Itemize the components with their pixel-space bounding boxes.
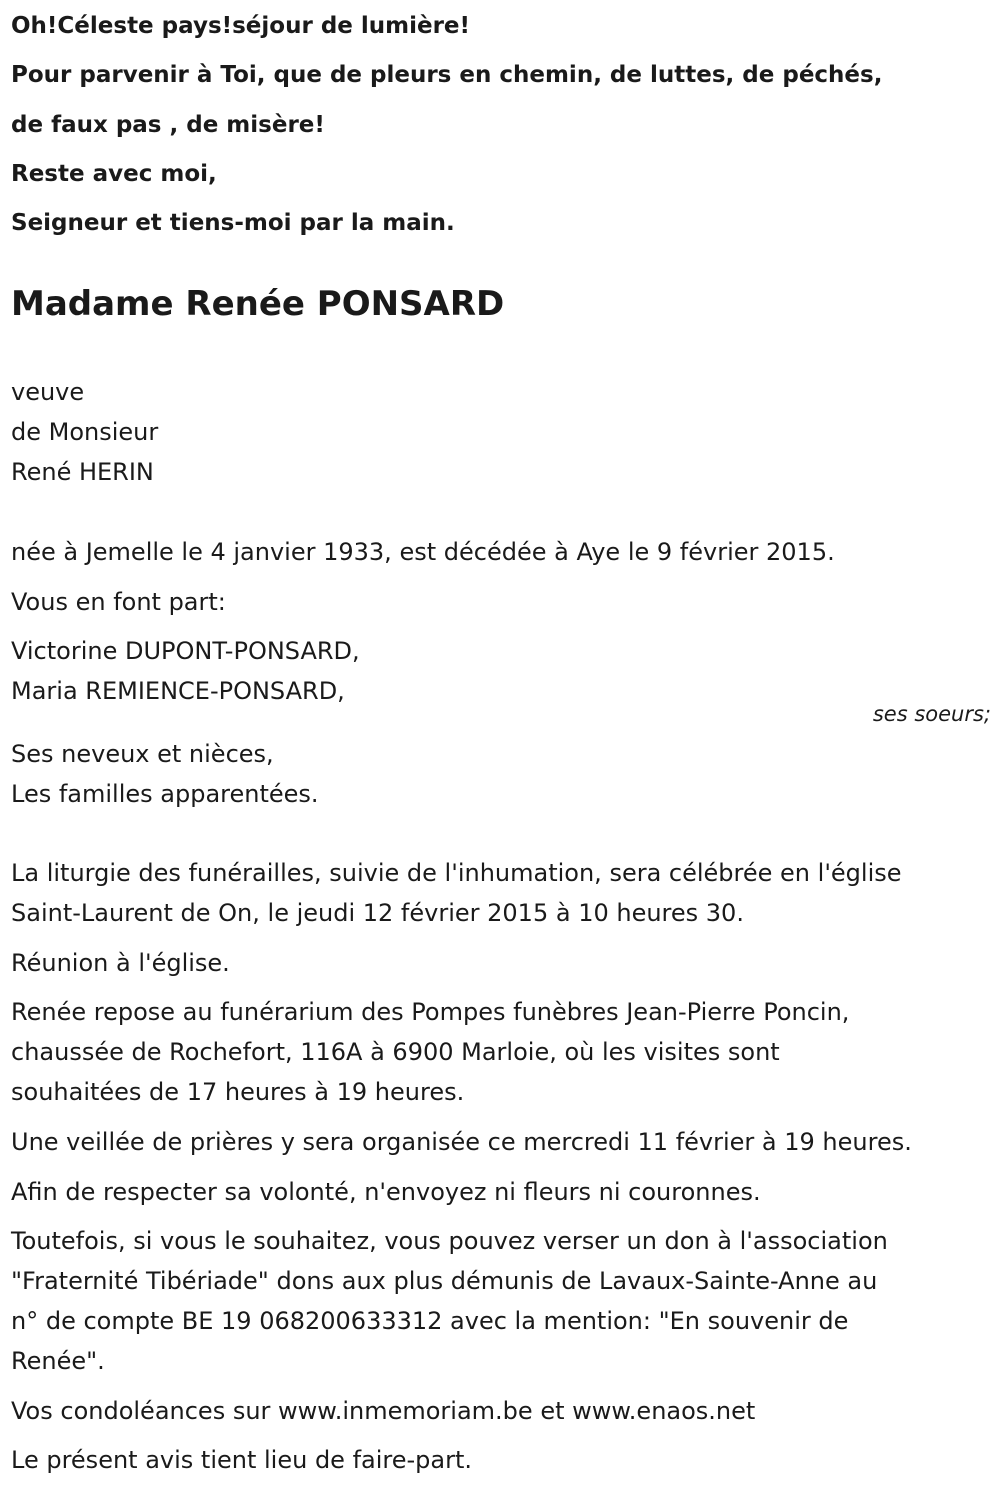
visitation-line: Renée repose au funérarium des Pompes funèbres Jean-Pierre Poncin, <box>11 998 850 1026</box>
donation-line: Toutefois, si vous le souhaitez, vous pouvez verser un don à l'association <box>11 1227 888 1255</box>
flowers-line: Afin de respecter sa volonté, n'envoyez ni fleurs ni couronnes. <box>11 1178 761 1206</box>
vigil-line: Une veillée de prières y sera organisée ce mercredi 11 février à 19 heures. <box>11 1128 912 1156</box>
liturgy-line: Saint-Laurent de On, le jeudi 12 février 2015 à 10 heures 30. <box>11 899 744 927</box>
status-line: René HERIN <box>11 458 154 486</box>
verse-line: Pour parvenir à Toi, que de pleurs en chemin, de luttes, de péchés, <box>11 62 883 88</box>
sisters-label: ses soeurs; <box>872 702 991 726</box>
meeting-line: Réunion à l'église. <box>11 949 230 977</box>
family-line: Ses neveux et nièces, <box>11 740 274 768</box>
deceased-name: Madame Renée PONSARD <box>11 284 505 324</box>
status-line: de Monsieur <box>11 418 159 446</box>
donation-line: "Fraternité Tibériade" dons aux plus démunis de Lavaux-Sainte-Anne au <box>11 1267 878 1295</box>
donation-line: n° de compte BE 19 068200633312 avec la mention: "En souvenir de <box>11 1307 849 1335</box>
sister-name: Maria REMIENCE-PONSARD, <box>11 677 345 705</box>
verse-line: Seigneur et tiens-moi par la main. <box>11 210 455 236</box>
family-intro: Vous en font part: <box>11 588 226 616</box>
donation-line: Renée". <box>11 1347 105 1375</box>
family-line: Les familles apparentées. <box>11 780 319 808</box>
status-line: veuve <box>11 378 85 406</box>
condolences-line: Vos condoléances sur www.inmemoriam.be et www.enaos.net <box>11 1397 756 1425</box>
visitation-line: souhaitées de 17 heures à 19 heures. <box>11 1078 465 1106</box>
sister-name: Victorine DUPONT-PONSARD, <box>11 637 360 665</box>
verse-line: Reste avec moi, <box>11 161 217 187</box>
birth-death-line: née à Jemelle le 4 janvier 1933, est décédée à Aye le 9 février 2015. <box>11 538 835 566</box>
liturgy-line: La liturgie des funérailles, suivie de l'inhumation, sera célébrée en l'église <box>11 859 902 887</box>
verse-line: Oh!Céleste pays!séjour de lumière! <box>11 13 471 39</box>
visitation-line: chaussée de Rochefort, 116A à 6900 Marloie, où les visites sont <box>11 1038 780 1066</box>
verse-line: de faux pas , de misère! <box>11 112 325 138</box>
notice-line: Le présent avis tient lieu de faire-part. <box>11 1446 473 1474</box>
